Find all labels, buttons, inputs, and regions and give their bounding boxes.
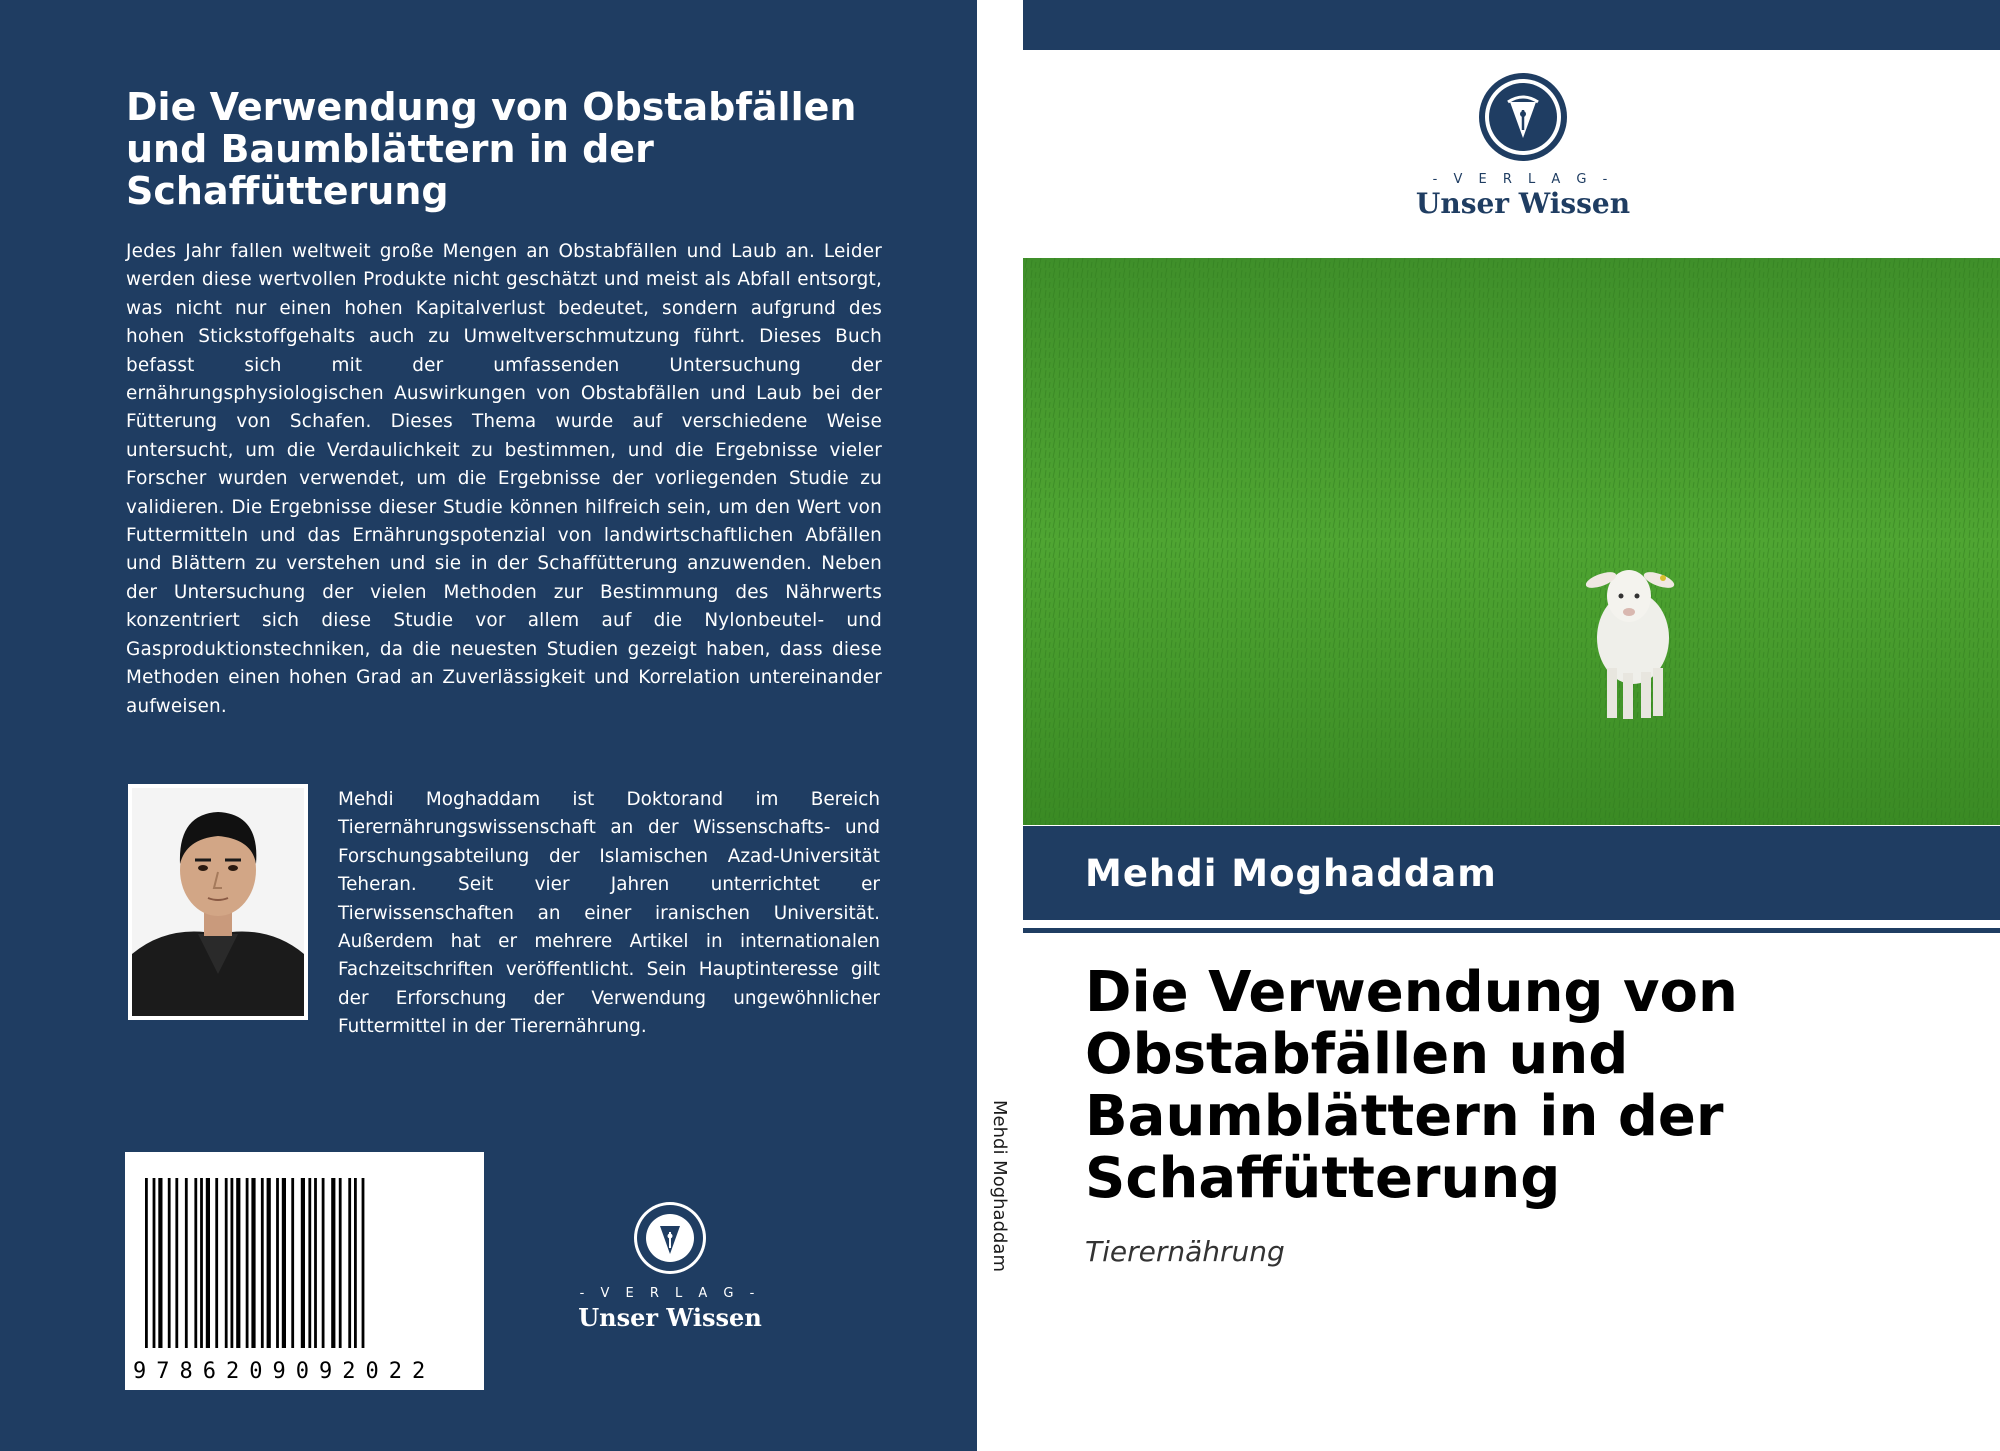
spine-author: Mehdi Moghaddam bbox=[989, 1100, 1010, 1272]
front-cover bbox=[1023, 0, 2000, 1451]
pen-nib-logo-icon bbox=[632, 1200, 708, 1276]
publisher-logo-back bbox=[565, 1200, 775, 1332]
isbn-digits: 9786209092022 bbox=[133, 1359, 436, 1384]
logo-brand-text: Unser Wissen bbox=[578, 1303, 762, 1332]
meadow-image bbox=[1023, 258, 2000, 825]
logo-brand-text: Unser Wissen bbox=[1415, 187, 1631, 220]
barcode-bars bbox=[125, 1152, 484, 1390]
author-bio: Mehdi Moghaddam ist Doktorand im Bereich Tierernährungswissenschaft an der Wissenschafts- und Forschungsabteilung der Islamischen Azad-Universität Teheran. Seit vier Jahren unterrichtet er Tierwissenschaften an einer iranischen Universität. Außerdem hat er mehrere Artikel in internationalen Fachzeitschriften veröffentlicht. Sein Hauptinteresse gilt der Erforschung der Verwendung ungewöhnlicher Futtermittel in der Tierernährung. bbox=[338, 789, 880, 1038]
back-cover-title: Die Verwendung von Obstabfällen und Baumblättern in der Schaffütterung bbox=[126, 85, 857, 213]
author-band bbox=[1023, 826, 2000, 920]
pen-nib-logo-icon bbox=[1478, 72, 1568, 162]
logo-verlag-text: - V E R L A G - bbox=[1432, 172, 1614, 187]
isbn-barcode bbox=[125, 1152, 484, 1390]
logo-verlag-text: - V E R L A G - bbox=[579, 1286, 761, 1301]
publisher-logo-front bbox=[1373, 72, 1673, 220]
front-top-bar bbox=[1023, 0, 2000, 50]
divider-line bbox=[1023, 928, 2000, 933]
author-portrait-image bbox=[128, 784, 308, 1020]
cover-photo-lamb-in-meadow bbox=[1023, 258, 2000, 825]
back-cover-blurb: Jedes Jahr fallen weltweit große Mengen an Obstabfällen und Laub an. Leider werden diese wertvollen Produkte nicht geschätzt und meist als Abfall entsorgt, was nicht nur einen hohen Kapitalverlust bedeutet, sondern aufgrund des hohen Stickstoffgehalts auch zu Umweltverschmutzung führt. Dieses Buch befasst sich mit der umfassenden Untersuchung der ernährungsphysiologischen Auswirkungen von Obstabfällen und Laub bei der Fütterung von Schafen. Dieses Thema wurde auf verschiedene Weise untersucht, um die Verdaulichkeit zu bestimmen, und die Ergebnisse vieler Forscher wurden verwendet, um die Ergebnisse der vorliegenden Studie zu validieren. Die Ergebnisse dieser Studie können hilfreich sein, um den Wert von Futtermitteln und das Ernährungspotenzial von landwirtschaftlichen Abfällen und Blättern zu verstehen und sie in der Schaffütterung anzuwenden. Neben der Untersuchung der vielen Methoden zur Bestimmung des Nährwerts konzentriert sich diese Studie vor allem auf die Nylonbeutel- und Gasproduktionstechniken, da die neuesten Studien gezeigt haben, dass diese Methoden einen hohen Grad an Zuverlässigkeit und Korrelation untereinander aufweisen. bbox=[126, 241, 882, 717]
front-cover-title: Die Verwendung von Obstabfällen und Baumblättern in der Schaffütterung bbox=[1085, 960, 1738, 1211]
back-cover bbox=[0, 0, 977, 1451]
front-author-name: Mehdi Moghaddam bbox=[1085, 852, 1497, 895]
front-cover-subtitle: Tierernährung bbox=[1085, 1235, 1285, 1268]
author-photo bbox=[128, 784, 308, 1020]
